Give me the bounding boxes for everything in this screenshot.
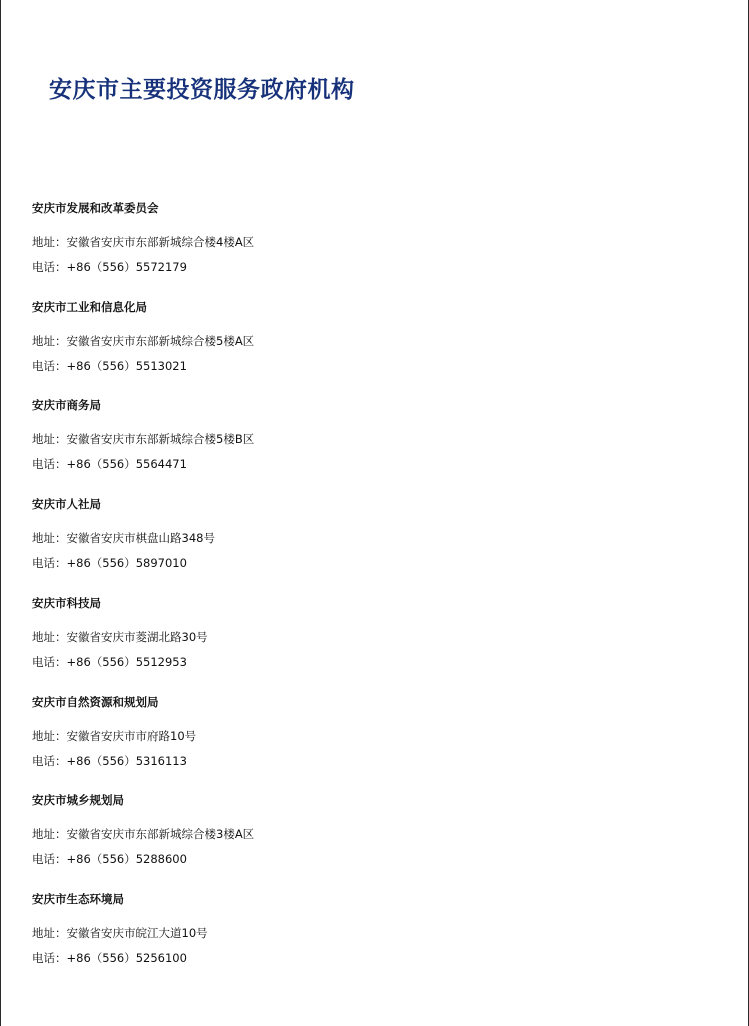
organization-name: 安庆市城乡规划局 (32, 793, 124, 807)
organization-phone: 电话：+86（556）5513021 (32, 359, 187, 373)
organization-phone: 电话：+86（556）5564471 (32, 457, 187, 471)
organization-phone: 电话：+86（556）5512953 (32, 655, 187, 669)
organization-phone: 电话：+86（556）5288600 (32, 852, 187, 866)
organization-address: 地址：安徽省安庆市东部新城综合楼3楼A区 (32, 827, 255, 841)
organization-address: 地址：安徽省安庆市市府路10号 (32, 729, 197, 743)
organization-address: 地址：安徽省安庆市皖江大道10号 (32, 926, 208, 940)
organization-name: 安庆市工业和信息化局 (32, 300, 147, 314)
organization-phone: 电话：+86（556）5256100 (32, 951, 187, 965)
organization-name: 安庆市发展和改革委员会 (32, 201, 159, 215)
organization-phone: 电话：+86（556）5316113 (32, 754, 187, 768)
organization-name: 安庆市科技局 (32, 596, 101, 610)
organization-address: 地址：安徽省安庆市菱湖北路30号 (32, 630, 208, 644)
organization-name: 安庆市人社局 (32, 497, 101, 511)
organization-phone: 电话：+86（556）5572179 (32, 260, 187, 274)
organization-name: 安庆市商务局 (32, 398, 101, 412)
organization-address: 地址：安徽省安庆市东部新城综合楼5楼A区 (32, 334, 255, 348)
organization-name: 安庆市自然资源和规划局 (32, 695, 159, 709)
organization-address: 地址：安徽省安庆市东部新城综合楼5楼B区 (32, 432, 255, 446)
organization-phone: 电话：+86（556）5897010 (32, 556, 187, 570)
page-title: 安庆市主要投资服务政府机构 (49, 77, 355, 103)
organization-address: 地址：安徽省安庆市东部新城综合楼4楼A区 (32, 235, 255, 249)
organization-name: 安庆市生态环境局 (32, 892, 124, 906)
organization-address: 地址：安徽省安庆市棋盘山路348号 (32, 531, 215, 545)
